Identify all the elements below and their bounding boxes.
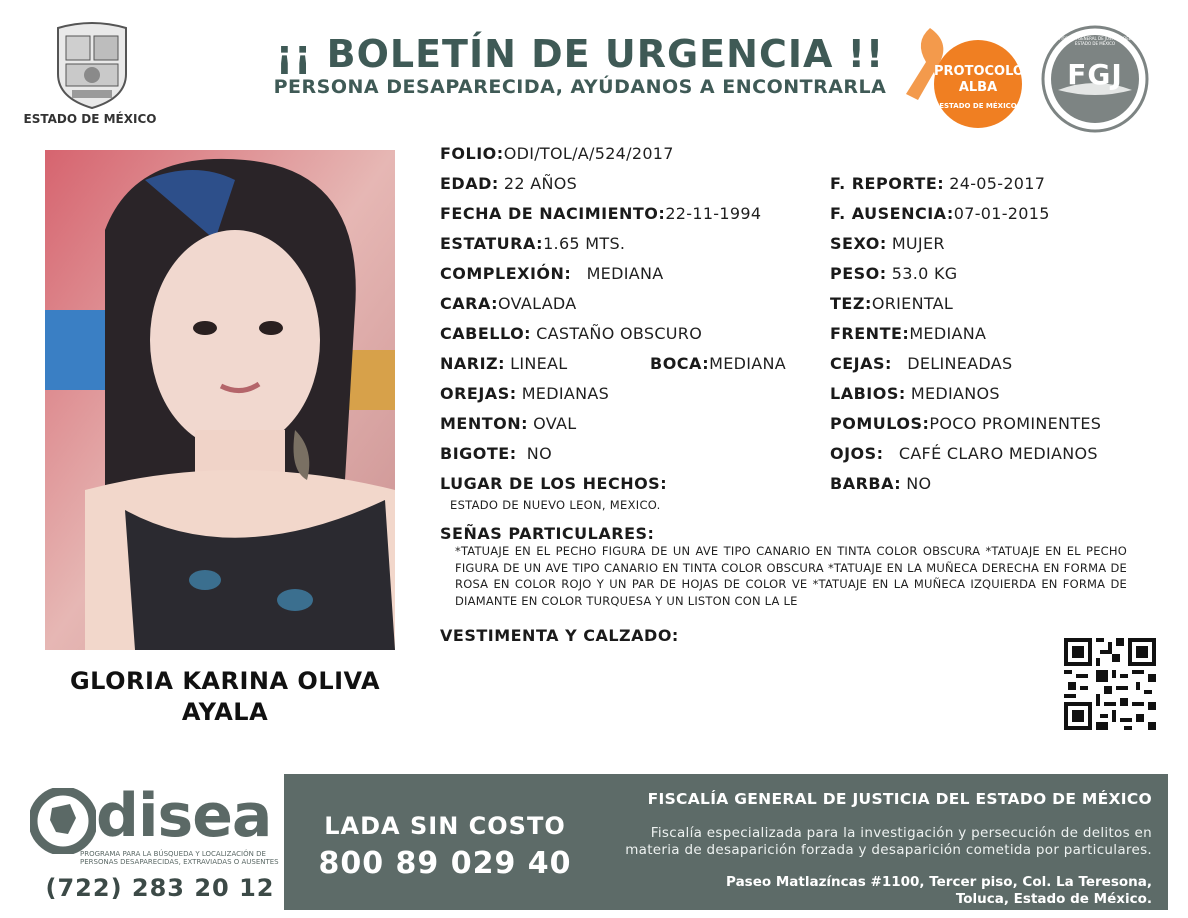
lada-phone-number[interactable]: 800 89 029 40 — [318, 846, 572, 881]
field-cara-value: OVALADA — [498, 294, 577, 313]
field-barba-value: NO — [906, 474, 932, 493]
field-ojos — [830, 444, 1098, 464]
field-boca-value: MEDIANA — [709, 354, 787, 373]
field-bigote — [440, 444, 552, 464]
field-senas — [440, 524, 654, 544]
field-peso — [830, 264, 957, 284]
field-estatura-value: 1.65 MTS. — [543, 234, 626, 253]
field-nacimiento — [440, 204, 761, 224]
field-nariz — [440, 354, 568, 374]
field-lugar-value: ESTADO DE NUEVO LEON, MEXICO. — [450, 498, 661, 512]
field-ausencia-label: F. AUSENCIA: — [830, 204, 954, 223]
field-menton — [440, 414, 576, 434]
person-name-line1: GLORIA KARINA OLIVA — [69, 667, 381, 695]
alba-line3: ESTADO DE MÉXICO — [939, 102, 1017, 110]
field-cabello-label: CABELLO: — [440, 324, 532, 343]
field-complexion-label: COMPLEXIÓN: — [440, 264, 572, 283]
field-menton-label: MENTON: — [440, 414, 529, 433]
field-cejas — [830, 354, 1012, 374]
field-folio-label: FOLIO: — [440, 144, 504, 163]
field-cejas-label: CEJAS: — [830, 354, 892, 373]
field-edad — [440, 174, 577, 194]
field-nacimiento-label: FECHA DE NACIMIENTO: — [440, 204, 666, 223]
field-barba — [830, 474, 931, 494]
field-barba-label: BARBA: — [830, 474, 902, 493]
field-orejas — [440, 384, 609, 404]
person-name — [40, 666, 410, 728]
fiscalia-address — [600, 874, 1152, 908]
fiscalia-description — [600, 825, 1152, 859]
estado-de-mexico-label: ESTADO DE MÉXICO — [23, 112, 157, 126]
fgj-ring-text: FISCALÍA GENERAL DE JUSTICIA DEL ESTADO DE MÉXICO — [1059, 36, 1131, 46]
field-labios-value: MEDIANOS — [910, 384, 1000, 403]
person-name-line2: AYALA — [181, 698, 269, 726]
fiscalia-address-line1: Paseo Matlazíncas #1100, Tercer piso, Col. La Teresona, — [726, 874, 1152, 890]
field-peso-value: 53.0 KG — [891, 264, 958, 283]
alba-line2: ALBA — [958, 80, 998, 95]
field-edad-label: EDAD: — [440, 174, 499, 193]
bulletin-title: ¡¡ BOLETÍN DE URGENCIA !! — [275, 32, 885, 76]
field-ausencia — [830, 204, 1050, 224]
field-ojos-label: OJOS: — [830, 444, 884, 463]
field-orejas-value: MEDIANAS — [521, 384, 610, 403]
field-sexo-label: SEXO: — [830, 234, 887, 253]
field-edad-value: 22 AÑOS — [503, 174, 578, 193]
field-tez — [830, 294, 953, 314]
field-labios-label: LABIOS: — [830, 384, 906, 403]
field-senas-value: *TATUAJE EN EL PECHO FIGURA DE UN AVE TIPO CANARIO EN TINTA COLOR OBSCURA *TATUAJE EN EL PECHO FIGURA DE UN AVE TIPO CANARIO EN TINTA COLOR OBSCURA *TATUAJE EN LA MUÑECA DERECHA EN FORMA DE ROSA EN COLOR ROJO Y UN PAR DE HOJAS DE COLOR VE *TATUAJE EN LA MUÑECA IZQUIERDA EN FORMA DE DIAMANTE EN COLOR TURQUESA Y UN LISTON CON LA LE — [455, 544, 1127, 608]
field-sexo-value: MUJER — [891, 234, 945, 253]
field-reporte-label: F. REPORTE: — [830, 174, 945, 193]
qr-code[interactable] — [1064, 638, 1156, 730]
field-nariz-value: LINEAL — [510, 354, 568, 373]
field-pomulos-label: POMULOS: — [830, 414, 930, 433]
field-menton-value: OVAL — [533, 414, 577, 433]
field-complexion — [440, 264, 663, 284]
fiscalia-desc-line1: Fiscalía especializada para la investigación y persecución de delitos en — [650, 825, 1152, 841]
field-boca — [650, 354, 786, 374]
field-reporte-value: 24-05-2017 — [949, 174, 1046, 193]
field-pomulos — [830, 414, 1101, 434]
field-labios — [830, 384, 1000, 404]
field-ausencia-value: 07-01-2015 — [953, 204, 1050, 223]
field-nacimiento-value: 22-11-1994 — [665, 204, 762, 223]
field-complexion-value: MEDIANA — [586, 264, 664, 283]
field-frente — [830, 324, 986, 344]
field-lugar-label: LUGAR DE LOS HECHOS: — [440, 474, 668, 493]
field-boca-label: BOCA: — [650, 354, 710, 373]
fiscalia-desc-line2: materia de desaparición forzada y desaparición cometida por particulares. — [625, 842, 1152, 858]
field-pomulos-value: POCO PROMINENTES — [929, 414, 1102, 433]
field-peso-label: PESO: — [830, 264, 887, 283]
field-ojos-value: CAFÉ CLARO MEDIANOS — [898, 444, 1098, 463]
field-cabello — [440, 324, 702, 344]
lada-sin-costo-label: LADA SIN COSTO — [324, 812, 566, 840]
field-bigote-value: NO — [526, 444, 552, 463]
field-cejas-value: DELINEADAS — [907, 354, 1013, 373]
odisea-logo — [30, 782, 280, 878]
field-nariz-label: NARIZ: — [440, 354, 506, 373]
odisea-description: PROGRAMA PARA LA BÚSQUEDA Y LOCALIZACIÓN DE PERSONAS DESAPARECIDAS, EXTRAVIADAS O AUSENTES — [80, 850, 279, 866]
odisea-wordmark: disea — [96, 781, 272, 851]
protocolo-alba-logo — [900, 22, 1030, 130]
fgj-seal — [1040, 24, 1150, 134]
field-lugar — [440, 474, 667, 494]
field-sexo — [830, 234, 945, 254]
field-bigote-label: BIGOTE: — [440, 444, 517, 463]
field-vestimenta — [440, 626, 679, 646]
fgj-text: FGJ — [1067, 58, 1123, 91]
field-tez-label: TEZ: — [830, 294, 872, 313]
field-frente-label: FRENTE: — [830, 324, 910, 343]
field-cara-label: CARA: — [440, 294, 499, 313]
field-cara — [440, 294, 577, 314]
field-estatura — [440, 234, 625, 254]
fiscalia-address-line2: Toluca, Estado de México. — [955, 891, 1152, 907]
field-folio — [440, 144, 674, 164]
bulletin-subtitle: PERSONA DESAPARECIDA, AYÚDANOS A ENCONTRARLA — [273, 76, 887, 98]
field-vestimenta-label: VESTIMENTA Y CALZADO: — [440, 626, 679, 645]
field-folio-value: ODI/TOL/A/524/2017 — [503, 144, 674, 163]
odisea-phone[interactable]: (722) 283 20 12 — [45, 874, 275, 902]
field-senas-label: SEÑAS PARTICULARES: — [440, 524, 655, 543]
alba-line1: PROTOCOLO — [934, 64, 1024, 79]
fiscalia-title: FISCALÍA GENERAL DE JUSTICIA DEL ESTADO DE MÉXICO — [647, 790, 1152, 808]
field-tez-value: ORIENTAL — [871, 294, 954, 313]
missing-person-photo — [45, 150, 395, 650]
field-orejas-label: OREJAS: — [440, 384, 517, 403]
estado-de-mexico-coat-of-arms — [50, 18, 134, 110]
field-reporte — [830, 174, 1045, 194]
field-estatura-label: ESTATURA: — [440, 234, 544, 253]
field-frente-value: MEDIANA — [909, 324, 987, 343]
field-cabello-value: CASTAÑO OBSCURO — [536, 324, 703, 343]
